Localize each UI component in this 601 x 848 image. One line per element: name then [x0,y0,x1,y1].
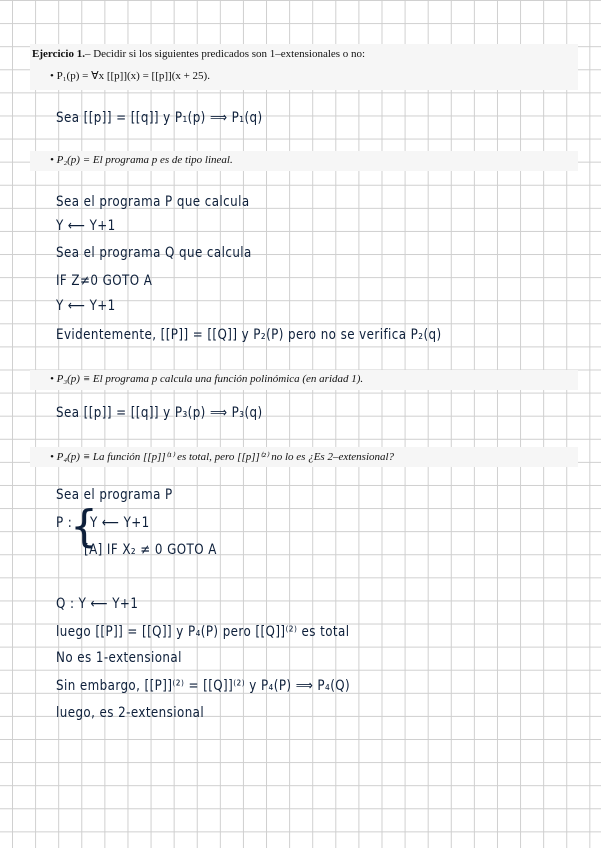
hw-line-3: Y ⟵ Y+1 [56,218,116,234]
hw-line-4: Sea el programa Q que calcula [56,245,252,261]
exercise-title-rest: – Decidir si los siguientes predicados son 1–extensionales o no: [84,48,366,60]
predicate-p4: • P₄(p) ≡ La función [[p]]⁽¹⁾ es total, pero [[p]]⁽²⁾ no lo es ¿Es 2–extensional? [50,451,395,463]
exercise-title-bold: Ejercicio 1. [32,48,85,60]
exercise-title [32,48,365,60]
hw-line-8: Sea [[p]] = [[q]] y P₃(p) ⟹ P₃(q) [56,405,263,421]
hw-line-5: IF Z≠0 GOTO A [56,273,153,289]
hw-line-2: Sea el programa P que calcula [56,194,250,210]
hw-line-11: [A] IF X₂ ≠ 0 GOTO A [84,542,217,558]
hw-line-13: luego [[P]] = [[Q]] y P₄(P) pero [[Q]]⁽²⁾ es total [56,624,350,640]
predicate-p1: • P₁(p) = ∀x [[p]](x) = [[p]](x + 25). [50,70,210,82]
hw-line-10a: P : [56,515,73,531]
hw-line-16: luego, es 2-extensional [56,705,205,721]
hw-line-1: Sea [[p]] = [[q]] y P₁(p) ⟹ P₁(q) [56,110,263,126]
brace-icon: { [70,501,98,552]
hw-line-15: Sin embargo, [[P]]⁽²⁾ = [[Q]]⁽²⁾ y P₄(P) ⟹ P₄(Q) [56,678,351,694]
hw-line-9: Sea el programa P [56,487,173,503]
hw-line-7: Evidentemente, [[P]] = [[Q]] y P₂(P) pero no se verifica P₂(q) [56,327,442,343]
predicate-p3: • P₃(p) ≡ El programa p calcula una función polinómica (en aridad 1). [50,373,364,385]
hw-line-12: Q : Y ⟵ Y+1 [56,596,139,612]
hw-line-10b: Y ⟵ Y+1 [90,515,150,531]
predicate-p2: • P₂(p) = El programa p es de tipo lineal. [50,154,233,166]
hw-line-14: No es 1-extensional [56,650,182,666]
hw-line-6: Y ⟵ Y+1 [56,298,116,314]
